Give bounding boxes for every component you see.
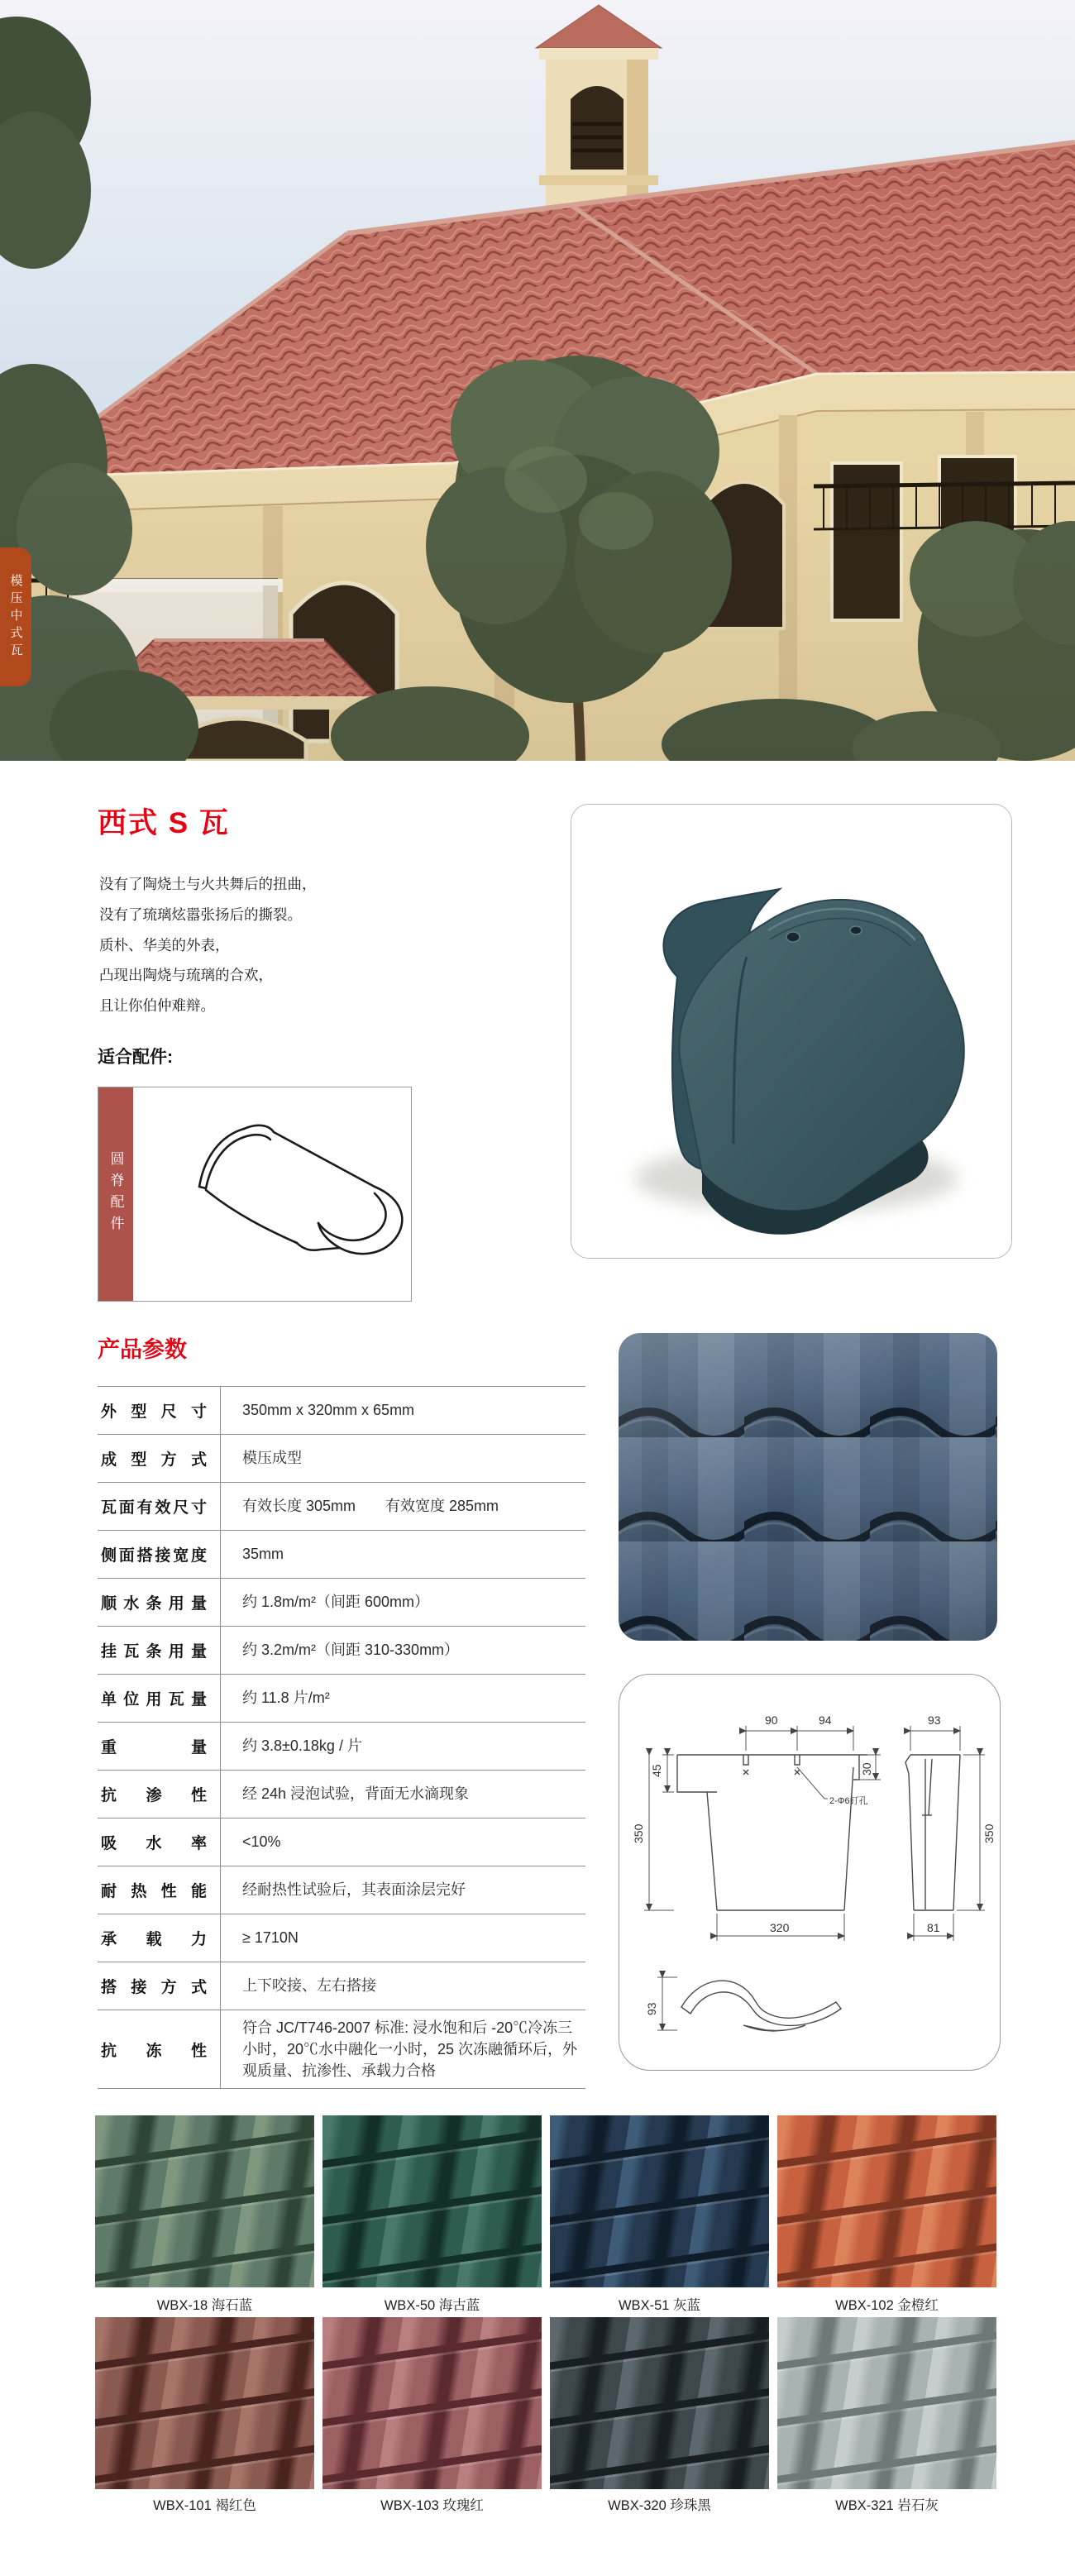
color-swatch-label: WBX-51 灰蓝 [618, 2298, 701, 2313]
dim-93-side: 93 [928, 1713, 941, 1727]
color-swatch-label: WBX-50 海古蓝 [384, 2298, 480, 2313]
hero-photo [0, 0, 1075, 761]
color-swatch-label: WBX-102 金橙红 [835, 2298, 939, 2313]
param-row: 吸水率 <10% [98, 1818, 585, 1866]
param-row: 承载力 ≥ 1710N [98, 1914, 585, 1962]
param-row: 顺水条用量 约 1.8m/m²（间距 600mm） [98, 1578, 585, 1626]
color-swatch [322, 2115, 542, 2287]
intro-line: 没有了琉璃炫嚣张扬后的撕裂。 [99, 906, 302, 924]
color-swatch [550, 2317, 769, 2489]
param-row: 耐热性能 经耐热性试验后，其表面涂层完好 [98, 1866, 585, 1914]
nail-holes-note: 2-Φ6钉孔 [829, 1796, 868, 1806]
param-row: 挂瓦条用量 约 3.2m/m²（间距 310-330mm） [98, 1626, 585, 1674]
dim-94: 94 [819, 1713, 832, 1727]
tiles-closeup-photo [619, 1333, 997, 1641]
page-title: 西式 S 瓦 [98, 807, 230, 839]
dim-320: 320 [770, 1921, 790, 1934]
product-parameters-table [98, 1386, 585, 2089]
param-row: 成型方式 模压成型 [98, 1434, 585, 1482]
dimension-drawing [619, 1674, 1001, 2071]
accessories-heading: 适合配件: [98, 1048, 173, 1067]
accessory-strip [98, 1087, 133, 1301]
dim-30: 30 [860, 1762, 873, 1775]
param-row: 侧面搭接宽度 35mm [98, 1530, 585, 1578]
dim-90: 90 [765, 1713, 778, 1727]
category-side-tab [0, 547, 31, 686]
dim-81: 81 [927, 1921, 940, 1934]
color-swatch-label: WBX-101 褐红色 [153, 2498, 256, 2513]
color-swatch-label: WBX-103 玫瑰红 [380, 2498, 484, 2513]
intro-line: 且让你伯仲难辩。 [99, 998, 215, 1015]
param-row: 外型尺寸 350mm x 320mm x 65mm [98, 1386, 585, 1434]
color-swatch [550, 2115, 769, 2287]
accessory-strip-label: 圆脊配件 [108, 1151, 124, 1237]
dim-93-profile: 93 [645, 2002, 658, 2015]
accessory-box [98, 1087, 412, 1302]
param-row: 重量 约 3.8±0.18kg / 片 [98, 1722, 585, 1770]
color-swatch [777, 2115, 996, 2287]
color-swatch-label: WBX-321 岩石灰 [835, 2498, 939, 2513]
dim-350-front: 350 [632, 1823, 645, 1843]
dim-350-side: 350 [982, 1823, 996, 1843]
param-row: 搭接方式 上下咬接、左右搭接 [98, 1962, 585, 2010]
color-swatch [95, 2317, 314, 2489]
param-row: 瓦面有效尺寸 有效长度 305mm 有效宽度 285mm [98, 1482, 585, 1530]
intro-line: 没有了陶烧土与火共舞后的扭曲， [99, 877, 317, 893]
dim-45: 45 [650, 1764, 663, 1777]
color-swatch-label: WBX-320 珍珠黑 [608, 2498, 711, 2513]
parameters-heading: 产品参数 [98, 1337, 187, 1362]
color-swatch [777, 2317, 996, 2489]
intro-line: 凸现出陶烧与琉璃的合欢， [99, 968, 273, 985]
intro-line: 质朴、华美的外表， [99, 937, 230, 954]
category-side-tab-label: 模压中式瓦 [8, 573, 23, 661]
color-swatch [322, 2317, 542, 2489]
product-photo [571, 804, 1012, 1259]
param-row: 抗冻性 符合 JC/T746-2007 标准: 浸水饱和后 -20℃冷冻三小时，20℃水中融化一小时，25 次冻融循环后，外观质量、抗渗性、承载力合格 [98, 2010, 585, 2088]
param-row: 抗渗性 经 24h 浸泡试验，背面无水滴现象 [98, 1770, 585, 1818]
param-row: 单位用瓦量 约 11.8 片/m² [98, 1674, 585, 1722]
color-swatch [95, 2115, 314, 2287]
ridge-accessory-drawing [133, 1087, 411, 1301]
color-swatch-label: WBX-18 海石蓝 [156, 2298, 253, 2313]
intro-text [99, 870, 562, 1022]
